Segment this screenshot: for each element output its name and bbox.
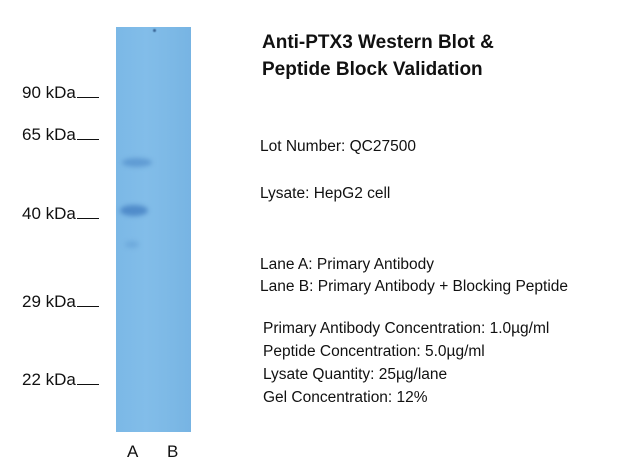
marker-tick — [77, 306, 99, 307]
marker-tick — [77, 97, 99, 98]
title-line-2: Peptide Block Validation — [262, 59, 483, 80]
marker-label: 22 kDa — [22, 370, 76, 389]
marker-label: 65 kDa — [22, 125, 76, 144]
antibody-concentration: Primary Antibody Concentration: 1.0µg/ml — [263, 320, 550, 337]
band-spot-top — [153, 29, 156, 32]
blot-membrane — [116, 27, 191, 432]
band-lane-a-lower — [120, 205, 148, 216]
marker-65kda — [22, 125, 99, 145]
marker-40kda — [22, 204, 99, 224]
gel-concentration: Gel Concentration: 12% — [263, 389, 428, 406]
marker-22kda — [22, 370, 99, 390]
lysate-quantity: Lysate Quantity: 25µg/lane — [263, 366, 448, 383]
marker-label: 90 kDa — [22, 83, 76, 102]
marker-tick — [77, 384, 99, 385]
band-lane-a-faint — [125, 241, 139, 248]
peptide-concentration: Peptide Concentration: 5.0µg/ml — [263, 343, 485, 360]
page-title — [262, 29, 494, 83]
marker-tick — [77, 139, 99, 140]
marker-label: 40 kDa — [22, 204, 76, 223]
lane-b-description: Lane B: Primary Antibody + Blocking Peptide — [260, 278, 569, 295]
lysate: Lysate: HepG2 cell — [260, 185, 391, 202]
marker-29kda — [22, 292, 99, 312]
lot-number: Lot Number: QC27500 — [260, 138, 416, 155]
band-lane-a-upper — [122, 158, 152, 167]
title-line-1: Anti-PTX3 Western Blot & — [262, 32, 494, 53]
marker-90kda — [22, 83, 99, 103]
lane-label-b: B — [167, 442, 179, 461]
marker-label: 29 kDa — [22, 292, 76, 311]
lane-label-a: A — [127, 442, 139, 461]
lane-a-description: Lane A: Primary Antibody — [260, 256, 435, 273]
marker-tick — [77, 218, 99, 219]
